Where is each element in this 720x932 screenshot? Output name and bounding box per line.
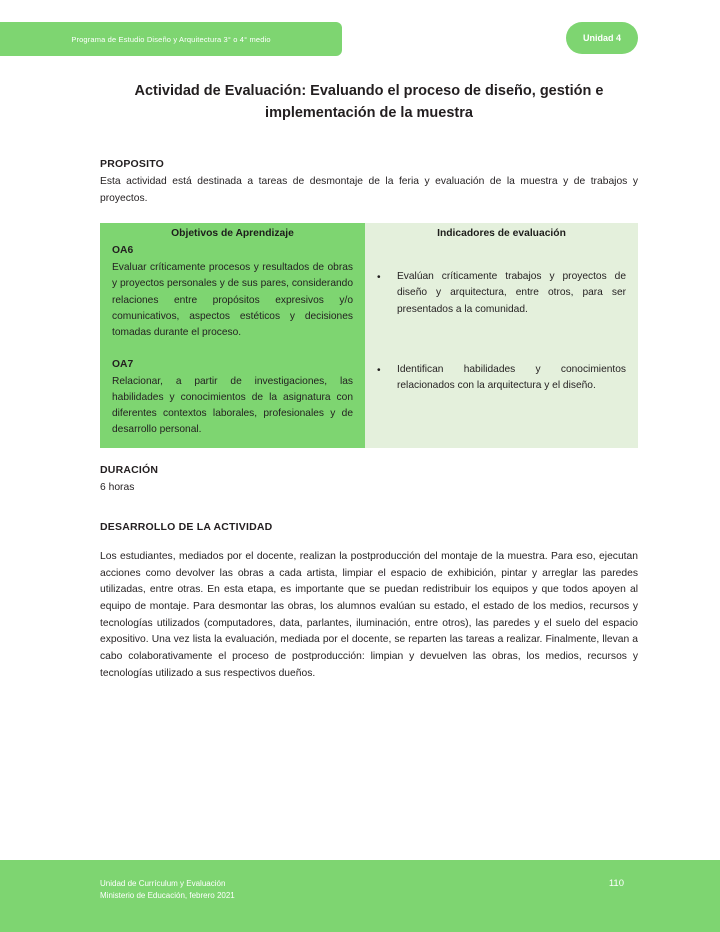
page-header xyxy=(0,22,720,56)
page-title: Actividad de Evaluación: Evaluando el proceso de diseño, gestión e implementación de la muestra xyxy=(134,83,604,122)
indicator-spacer xyxy=(365,328,638,362)
development-heading: DESARROLLO DE LA ACTIVIDAD xyxy=(100,521,273,533)
table-row xyxy=(100,241,638,448)
document-body xyxy=(100,158,638,682)
purpose-text: Esta actividad está destinada a tareas de desmontaje de la feria y evaluación de la muestra y de trabajos y proyectos. xyxy=(100,176,638,204)
indicators-cell xyxy=(365,241,638,448)
indicator-1-text: Evalúan críticamente trabajos y proyectos de diseño y arquitectura, entre otros, para ser presentados a la comunidad. xyxy=(397,271,626,315)
page-footer xyxy=(0,860,720,932)
objectives-indicators-table xyxy=(100,223,638,448)
objective-oa6-code: OA6 xyxy=(112,245,134,257)
duration-heading: DURACIÓN xyxy=(100,464,159,477)
objective-oa6 xyxy=(100,241,365,351)
objective-oa7 xyxy=(100,351,365,448)
indicator-item-2 xyxy=(365,362,638,404)
indicator-item-1 xyxy=(365,241,638,327)
objective-oa6-text: Evaluar críticamente procesos y resultados de obras y proyectos personales y de sus pares, considerando relaciones entre propósitos expresivos y/o comunicativos, aspectos estéticos y decisiones tomadas durante el proceso. xyxy=(112,262,353,338)
header-banner xyxy=(0,22,342,56)
purpose-heading: PROPOSITO xyxy=(100,158,165,170)
bullet-icon: • xyxy=(377,364,381,376)
footer-line-1: Unidad de Currículum y Evaluación xyxy=(100,879,226,888)
footer-credits xyxy=(100,878,235,902)
duration-section xyxy=(100,464,638,497)
indicator-2-text: Identifican habilidades y conocimientos relacionados con la arquitectura y el diseño. xyxy=(397,363,626,391)
header-banner-label: Programa de Estudio Diseño y Arquitectura 3° o 4° medio xyxy=(71,34,271,44)
unit-badge-label: Unidad 4 xyxy=(582,33,621,43)
development-text: Los estudiantes, mediados por el docente, realizan la postproducción del montaje de la muestra. Para eso, ejecutan acciones como devolver las obras a cada artista, limpiar el espacio de exhibición, pintar y arreglar las paredes utilizadas, entre otras. En esta etapa, es importante que se puedan redistribuir los equipos y que todos apoyen al equipo de montaje. Para desmontar las obras, los alumnos evalúan su estado, el estado de los medios, recursos y tecnologías utilizados (computadores, data, parlantes, iluminación, entre otros), las paredes y el suelo del espacio expositivo. Una vez lista la evaluación, mediada por el docente, se reparten las tareas a realizar. Finalmente, llevan a cabo colaborativamente el proceso de postproducción: limpian y devuelven las obras, los medios, recursos y tecnologías utilizado a sus respectivos dueños. xyxy=(100,551,638,679)
duration-text: 6 horas xyxy=(100,482,135,494)
footer-line-2: Ministerio de Educación, febrero 2021 xyxy=(100,891,235,900)
purpose-section xyxy=(100,158,638,207)
objective-oa7-code: OA7 xyxy=(112,358,134,370)
table-header-row xyxy=(100,223,638,241)
table-header-indicators: Indicadores de evaluación xyxy=(365,223,638,241)
development-section xyxy=(100,521,638,682)
bullet-icon: • xyxy=(377,272,381,284)
unit-badge xyxy=(566,22,638,54)
objectives-cell xyxy=(100,241,365,448)
objective-oa7-text: Relacionar, a partir de investigaciones, las habilidades y conocimientos de la asignatura con diferentes contextos laborales, profesionales y de desarrollo personal. xyxy=(112,375,353,436)
table-header-objectives: Objetivos de Aprendizaje xyxy=(100,223,365,241)
page-number: 110 xyxy=(608,878,624,889)
